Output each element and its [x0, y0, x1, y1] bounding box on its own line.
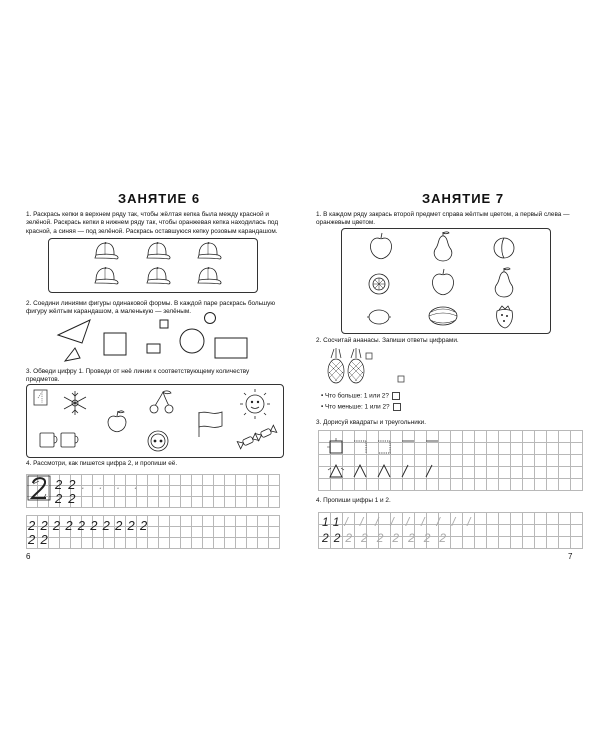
model-triangle [330, 465, 342, 477]
practice-digit: 2 [115, 518, 128, 533]
partial-square [354, 441, 366, 453]
page-number-7: 7 [568, 552, 573, 561]
task-4-text: 4. Пропиши цифры 1 и 2. [316, 497, 391, 504]
sample-digit: 2 [68, 491, 82, 506]
task-4-text: 4. Рассмотри, как пишется цифра 2, и пропиши её. [26, 460, 178, 467]
practice-digit: 2 [322, 531, 334, 545]
digit-2-row: 222222222 [322, 531, 456, 545]
task-3-text: 3. Обведи цифру 1. Проведи от неё линии к соответствующему количеству предметов. [26, 368, 250, 384]
digit-2-practice-row1 [28, 518, 152, 533]
partial-triangle [378, 465, 390, 477]
question-more-text: Что больше: 1 или 2? [325, 392, 389, 400]
task-1-text: 1. В каждом ряду закрась второй предмет справа жёлтым цветом, а первый слева — оранжевым цветом. [316, 211, 570, 227]
practice-digit: 2 [52, 518, 66, 533]
sample-digit: 2 [55, 477, 69, 492]
shapes-completion [300, 0, 600, 750]
partial-triangle [354, 465, 366, 477]
question-less: • Что меньше: 1 или 2? [321, 403, 401, 412]
practice-digit: 2 [333, 531, 346, 545]
practice-digit: 2 [65, 518, 78, 533]
practice-digit: 2 [127, 518, 140, 533]
sample-digit: 2 [68, 477, 82, 492]
practice-digit: 2 [40, 518, 53, 533]
practice-digit: 1 [322, 515, 333, 529]
practice-digit: 2 [139, 518, 153, 533]
practice-digit: 2 [77, 518, 91, 533]
partial-triangle [402, 465, 408, 477]
partial-square [378, 441, 390, 453]
digit-2-samples-row1: 22.... [55, 477, 152, 492]
model-square [330, 441, 342, 453]
practice-digit: 2 [28, 518, 41, 533]
task-2-text: 2. Сосчитай ананасы. Запиши ответы цифрами. [316, 337, 459, 344]
practice-digit: 2 [40, 532, 53, 547]
digit-2-practice-row2 [28, 532, 53, 547]
lesson-6-title: ЗАНЯТИЕ 6 [118, 191, 201, 206]
practice-digit: 2 [90, 518, 103, 533]
task-3-text: 3. Дорисуй квадраты и треугольники. [316, 419, 426, 426]
task-2-text: 2. Соедини линиями фигуры одинаковой формы. В каждой паре раскрась большую фигуру жёлтым карандашом, а маленькую — зелёным. [26, 300, 276, 316]
practice-digit: 1 [332, 515, 345, 529]
sample-digit: 2 [55, 491, 69, 506]
practice-digit: 2 [102, 518, 116, 533]
question-more: • Что больше: 1 или 2? [321, 392, 400, 401]
lesson-7-title: ЗАНЯТИЕ 7 [422, 191, 505, 206]
digit-2-samples-row2 [55, 491, 81, 506]
digit-1-row: 11///////// [322, 515, 483, 529]
right-page [300, 0, 600, 750]
practice-digit: 2 [28, 532, 41, 547]
partial-triangle [426, 465, 432, 477]
task-1-text: 1. Раскрась кепки в верхнем ряду так, чтобы жёлтая кепка была между красной и зелёной. Раскрась кепки в нижнем ряду так, чтобы оранжевая кепка находилась под красной, а синяя — под зелёной. Раскрась оставшуюся кепку розовым карандашом. [26, 211, 279, 235]
question-less-text: Что меньше: 1 или 2? [325, 403, 390, 411]
page-number-6: 6 [26, 552, 31, 561]
